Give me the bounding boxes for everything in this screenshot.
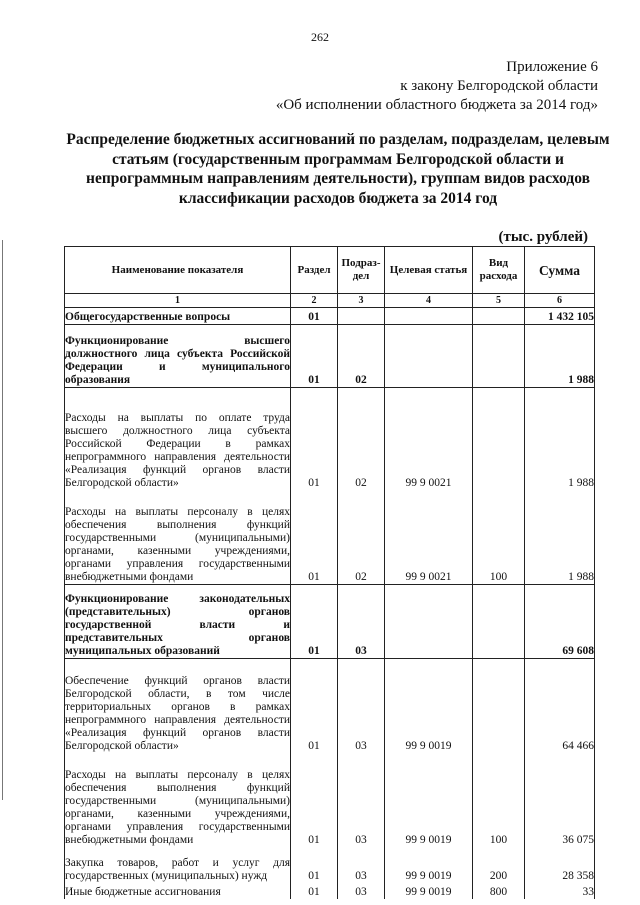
row-type <box>473 325 525 388</box>
row-type <box>473 659 525 754</box>
row-section: 01 <box>291 753 338 847</box>
table-row <box>65 585 595 659</box>
col-header-name: Наименование показателя <box>65 247 291 294</box>
row-name: Расходы на выплаты персоналу в целях обеспечения выполнения функций государственными (муниципальными) органами, казенными учреждениями, органами управления государственными внебюджетными фондами <box>65 753 291 847</box>
table-header-row <box>65 247 595 294</box>
appendix-line-3: «Об исполнении областного бюджета за 2014 год» <box>275 97 598 113</box>
row-sum: 1 988 <box>525 490 595 585</box>
row-subsection: 03 <box>338 585 385 659</box>
column-number-row <box>65 294 595 308</box>
row-type <box>473 308 525 325</box>
table-row <box>65 388 595 491</box>
binding-edge <box>2 240 3 800</box>
row-target <box>385 585 473 659</box>
row-subsection: 03 <box>338 847 385 883</box>
row-target: 99 9 0019 <box>385 883 473 899</box>
row-type: 100 <box>473 753 525 847</box>
row-type: 200 <box>473 847 525 883</box>
row-section: 01 <box>291 585 338 659</box>
document-title: Распределение бюджетных ассигнований по разделам, подразделам, целевым статьям (государственным программам Белгородской области и непрограммным направлениям деятельности), группам видов расходов классификации расходов бюджета за 2014 год <box>66 131 610 207</box>
row-name: Расходы на выплаты по оплате труда высшего должностного лица субъекта Российской Федерации в рамках непрограммного направления деятельности «Реализация функций органов власти Белгородской области» <box>65 388 291 491</box>
row-target <box>385 325 473 388</box>
col-number: 3 <box>338 294 385 308</box>
col-number: 4 <box>385 294 473 308</box>
units-label: (тыс. рублей) <box>498 229 588 245</box>
row-target: 99 9 0019 <box>385 753 473 847</box>
row-subsection: 02 <box>338 388 385 491</box>
row-type <box>473 585 525 659</box>
row-sum: 28 358 <box>525 847 595 883</box>
col-number: 1 <box>65 294 291 308</box>
row-target: 99 9 0021 <box>385 490 473 585</box>
table-row <box>65 659 595 754</box>
budget-table <box>64 246 595 899</box>
row-subsection: 03 <box>338 659 385 754</box>
row-subsection: 02 <box>338 490 385 585</box>
appendix-header <box>276 58 598 115</box>
table-row <box>65 308 595 325</box>
row-subsection: 03 <box>338 753 385 847</box>
row-section: 01 <box>291 847 338 883</box>
row-sum: 64 466 <box>525 659 595 754</box>
row-section: 01 <box>291 388 338 491</box>
page-number: 262 <box>311 30 329 44</box>
row-sum: 1 988 <box>525 325 595 388</box>
table-row <box>65 847 595 883</box>
row-section: 01 <box>291 325 338 388</box>
row-section: 01 <box>291 490 338 585</box>
row-target <box>385 308 473 325</box>
row-name: Обеспечение функций органов власти Белгородской области, в том числе территориальных органов в рамках непрограммного направления деятельности «Реализация функций органов власти Белгородской области» <box>65 659 291 754</box>
table-row <box>65 883 595 899</box>
row-subsection <box>338 308 385 325</box>
row-sum: 69 608 <box>525 585 595 659</box>
col-header-section: Раздел <box>291 247 338 294</box>
row-section: 01 <box>291 308 338 325</box>
row-target: 99 9 0021 <box>385 388 473 491</box>
row-subsection: 02 <box>338 325 385 388</box>
row-name: Закупка товаров, работ и услуг для государственных (муниципальных) нужд <box>65 847 291 883</box>
row-target: 99 9 0019 <box>385 659 473 754</box>
table-row <box>65 490 595 585</box>
col-number: 5 <box>473 294 525 308</box>
row-name: Иные бюджетные ассигнования <box>65 883 291 899</box>
row-type: 100 <box>473 490 525 585</box>
row-type <box>473 388 525 491</box>
row-type: 800 <box>473 883 525 899</box>
row-name: Общегосударственные вопросы <box>65 308 291 325</box>
col-header-target: Целевая статья <box>385 247 473 294</box>
appendix-line-1: Приложение 6 <box>506 59 598 75</box>
col-number: 6 <box>525 294 595 308</box>
table-row <box>65 325 595 388</box>
row-section: 01 <box>291 659 338 754</box>
appendix-line-2: к закону Белгородской области <box>400 78 598 94</box>
row-name: Функционирование высшего должностного лица субъекта Российской Федерации и муниципального образования <box>65 325 291 388</box>
row-sum: 1 988 <box>525 388 595 491</box>
row-section: 01 <box>291 883 338 899</box>
row-sum: 36 075 <box>525 753 595 847</box>
col-number: 2 <box>291 294 338 308</box>
col-header-sum: Сумма <box>525 247 595 294</box>
row-sum: 1 432 105 <box>525 308 595 325</box>
col-header-type: Вид расхода <box>473 247 525 294</box>
row-name: Функционирование законодательных (представительных) органов государственной власти и представительных органов муниципальных образований <box>65 585 291 659</box>
row-sum: 33 <box>525 883 595 899</box>
row-name: Расходы на выплаты персоналу в целях обеспечения выполнения функций государственными (муниципальными) органами, казенными учреждениями, органами управления государственными внебюджетными фондами <box>65 490 291 585</box>
row-target: 99 9 0019 <box>385 847 473 883</box>
row-subsection: 03 <box>338 883 385 899</box>
col-header-subsection: Подраз-дел <box>338 247 385 294</box>
table-row <box>65 753 595 847</box>
